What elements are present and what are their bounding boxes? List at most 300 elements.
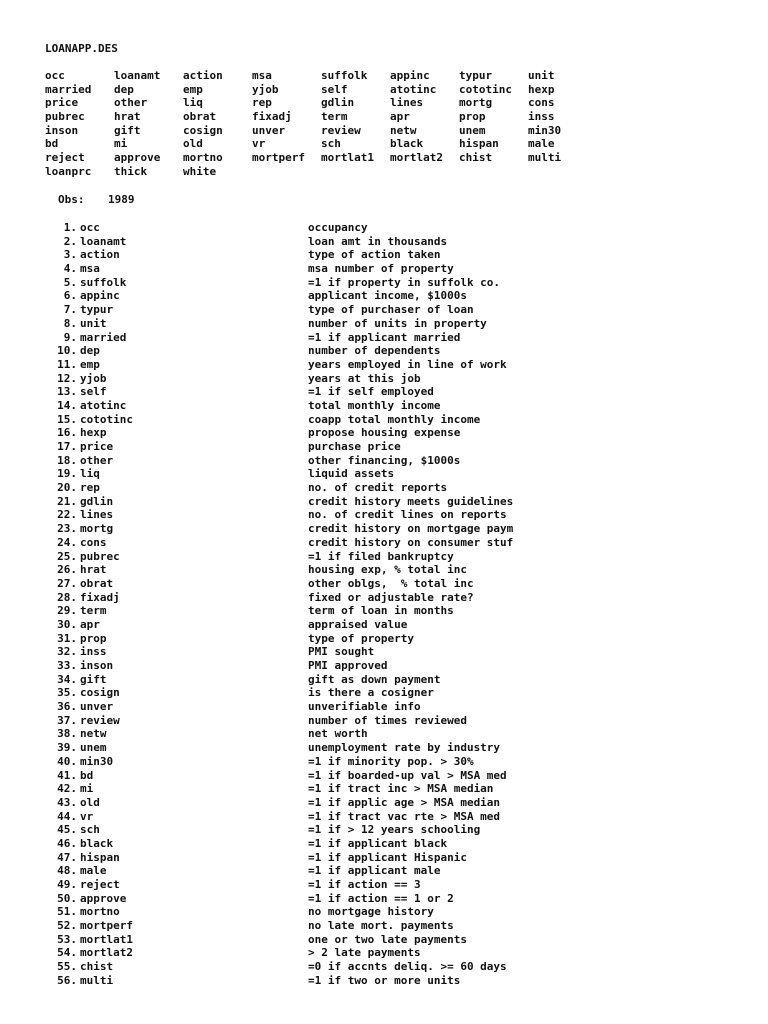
definition-variable: gdlin xyxy=(80,494,114,508)
variable-list-row xyxy=(45,69,597,83)
definition-row xyxy=(45,522,568,536)
definition-variable: liq xyxy=(80,467,100,481)
variable-name xyxy=(459,165,528,179)
variable-name: gdlin xyxy=(321,96,355,110)
definition-row xyxy=(45,481,568,495)
definition-number: 48. xyxy=(57,864,77,878)
definition-number: 33. xyxy=(57,659,77,672)
variable-name xyxy=(390,165,459,179)
definition-description: purchase price xyxy=(308,440,401,453)
definition-description: net worth xyxy=(308,727,368,741)
variable-list-row xyxy=(45,83,597,97)
variable-name: cons xyxy=(528,96,555,110)
variable-name: pubrec xyxy=(45,110,85,124)
definition-number: 25. xyxy=(57,549,77,563)
definition-row xyxy=(45,221,568,235)
variable-name: apr xyxy=(390,110,410,124)
definition-row xyxy=(45,933,568,947)
definition-number: 12. xyxy=(57,371,77,385)
variable-definitions xyxy=(45,221,568,988)
definition-row xyxy=(45,331,568,345)
definition-number: 6. xyxy=(63,289,77,303)
definition-number: 38. xyxy=(57,727,77,741)
definition-variable: multi xyxy=(80,973,114,987)
definition-row xyxy=(45,426,568,440)
definition-description: =1 if action == 1 or 2 xyxy=(308,891,454,905)
definition-number: 5. xyxy=(63,275,77,289)
definition-row xyxy=(45,372,568,386)
definition-row xyxy=(45,235,568,249)
definition-number: 39. xyxy=(57,741,77,755)
definition-variable: male xyxy=(80,864,107,878)
definition-variable: fixadj xyxy=(80,590,120,604)
definition-variable: hexp xyxy=(80,426,107,440)
variable-name: old xyxy=(183,137,203,151)
definition-description: total monthly income xyxy=(308,398,441,412)
definition-description: other oblgs, % total inc xyxy=(308,576,474,590)
definition-row xyxy=(45,632,568,646)
variable-name: chist xyxy=(459,151,493,165)
definition-number: 1. xyxy=(63,221,77,234)
definition-description: =1 if two or more units xyxy=(308,973,461,987)
definition-row xyxy=(45,796,568,810)
definition-variable: atotinc xyxy=(80,398,127,412)
variable-list-row xyxy=(45,124,597,138)
definition-number: 13. xyxy=(57,385,77,399)
definition-variable: obrat xyxy=(80,576,114,590)
definition-number: 4. xyxy=(63,262,77,276)
variable-name: action xyxy=(183,69,223,82)
variable-name: price xyxy=(45,96,79,110)
definition-row xyxy=(45,974,568,988)
variable-name: white xyxy=(183,164,217,178)
definition-row xyxy=(45,782,568,796)
definition-number: 28. xyxy=(57,590,77,604)
definition-description: fixed or adjustable rate? xyxy=(308,590,474,604)
definition-description: liquid assets xyxy=(308,467,395,481)
definition-number: 20. xyxy=(57,481,77,495)
variable-name: suffolk xyxy=(321,69,368,82)
variable-name: other xyxy=(114,96,148,110)
definition-number: 36. xyxy=(57,700,77,714)
document-title: LOANAPP.DES xyxy=(45,42,118,55)
definition-row xyxy=(45,837,568,851)
definition-number: 52. xyxy=(57,919,77,933)
definition-number: 42. xyxy=(57,782,77,796)
variable-name: dep xyxy=(114,82,134,96)
definition-description: no late mort. payments xyxy=(308,919,454,933)
variable-list-row xyxy=(45,165,597,179)
definition-variable: occ xyxy=(80,221,100,234)
definition-description: unemployment rate by industry xyxy=(308,741,501,755)
definition-description: =1 if applicant married xyxy=(308,330,461,344)
definition-variable: other xyxy=(80,453,114,467)
variable-name: appinc xyxy=(390,69,430,82)
definition-row xyxy=(45,591,568,605)
definition-variable: unem xyxy=(80,741,107,755)
definition-row xyxy=(45,536,568,550)
variable-name: fixadj xyxy=(252,110,292,124)
variable-name: term xyxy=(321,110,348,124)
variable-name: hrat xyxy=(114,110,141,124)
variable-name: unit xyxy=(528,69,555,82)
variable-name: unver xyxy=(252,123,286,137)
definition-description: gift as down payment xyxy=(308,672,441,686)
definition-description: occupancy xyxy=(308,221,368,234)
definition-description: =1 if > 12 years schooling xyxy=(308,823,481,837)
definition-description: > 2 late payments xyxy=(308,946,421,960)
definition-description: no. of credit reports xyxy=(308,481,448,495)
definition-number: 56. xyxy=(57,973,77,987)
definition-variable: inson xyxy=(80,659,114,672)
definition-number: 24. xyxy=(57,535,77,549)
definition-row xyxy=(45,673,568,687)
variable-name: netw xyxy=(390,123,417,137)
definition-row xyxy=(45,686,568,700)
definition-number: 53. xyxy=(57,932,77,946)
definition-description: coapp total monthly income xyxy=(308,412,481,426)
definition-variable: gift xyxy=(80,672,107,686)
definition-number: 31. xyxy=(57,631,77,645)
definition-row xyxy=(45,385,568,399)
variable-name: msa xyxy=(252,69,272,82)
definition-description: credit history meets guidelines xyxy=(308,494,514,508)
definition-row xyxy=(45,399,568,413)
definition-row xyxy=(45,960,568,974)
variable-list-row xyxy=(45,96,597,110)
definition-description: type of property xyxy=(308,631,414,645)
definition-number: 26. xyxy=(57,563,77,577)
variable-name: gift xyxy=(114,123,141,137)
definition-description: is there a cosigner xyxy=(308,686,434,700)
definition-description: msa number of property xyxy=(308,262,454,276)
definition-row xyxy=(45,604,568,618)
definition-variable: mortlat2 xyxy=(80,946,133,960)
variable-name: approve xyxy=(114,151,161,165)
definition-variable: self xyxy=(80,385,107,399)
definition-row xyxy=(45,864,568,878)
variable-name: unem xyxy=(459,123,486,137)
definition-row xyxy=(45,755,568,769)
definition-description: =1 if tract inc > MSA median xyxy=(308,782,494,796)
definition-row xyxy=(45,810,568,824)
variable-name: inss xyxy=(528,110,555,124)
definition-number: 44. xyxy=(57,809,77,823)
definition-row xyxy=(45,276,568,290)
definition-number: 40. xyxy=(57,754,77,768)
variable-name: sch xyxy=(321,137,341,151)
variable-name: mortlat2 xyxy=(390,151,443,165)
variable-name: atotinc xyxy=(390,82,437,96)
definition-description: years at this job xyxy=(308,371,421,385)
definition-variable: cosign xyxy=(80,686,120,700)
definition-variable: dep xyxy=(80,344,100,358)
definition-variable: action xyxy=(80,248,120,262)
definition-variable: min30 xyxy=(80,754,114,768)
definition-number: 14. xyxy=(57,398,77,412)
definition-variable: rep xyxy=(80,481,100,495)
definition-variable: apr xyxy=(80,617,100,631)
definition-variable: cototinc xyxy=(80,412,133,426)
definition-row xyxy=(45,563,568,577)
variable-name: black xyxy=(390,137,424,151)
definition-variable: appinc xyxy=(80,289,120,303)
variable-name: prop xyxy=(459,110,486,124)
definition-variable: approve xyxy=(80,891,127,905)
definition-row xyxy=(45,919,568,933)
definition-variable: hrat xyxy=(80,563,107,577)
definition-row xyxy=(45,645,568,659)
definition-description: =0 if accnts deliq. >= 60 days xyxy=(308,960,507,974)
definition-description: =1 if applicant male xyxy=(308,864,441,878)
definition-number: 35. xyxy=(57,686,77,700)
definition-variable: prop xyxy=(80,631,107,645)
definition-description: credit history on consumer stuf xyxy=(308,535,514,549)
variable-name: married xyxy=(45,82,92,96)
definition-row xyxy=(45,289,568,303)
definition-row xyxy=(45,317,568,331)
variable-name: review xyxy=(321,123,361,137)
variable-list xyxy=(45,69,597,179)
definition-description: no mortgage history xyxy=(308,905,434,919)
definition-variable: emp xyxy=(80,357,100,371)
definition-description: credit history on mortgage paym xyxy=(308,522,514,536)
variable-name: loanamt xyxy=(114,69,161,82)
definition-description: =1 if self employed xyxy=(308,385,434,399)
definition-description: =1 if minority pop. > 30% xyxy=(308,754,474,768)
definition-variable: mortno xyxy=(80,905,120,919)
definition-variable: unver xyxy=(80,700,114,714)
definition-description: =1 if action == 3 xyxy=(308,878,421,891)
variable-name: self xyxy=(321,82,348,96)
definition-number: 11. xyxy=(57,357,77,371)
definition-number: 51. xyxy=(57,905,77,919)
variable-name: occ xyxy=(45,69,65,82)
variable-name xyxy=(528,165,597,179)
definition-description: =1 if tract vac rte > MSA med xyxy=(308,809,501,823)
definition-variable: price xyxy=(80,440,114,453)
definition-variable: netw xyxy=(80,727,107,741)
variable-name: cototinc xyxy=(459,82,512,96)
definition-number: 32. xyxy=(57,645,77,659)
definition-variable: loanamt xyxy=(80,234,127,248)
definition-description: PMI sought xyxy=(308,645,375,659)
definition-row xyxy=(45,892,568,906)
definition-description: applicant income, $1000s xyxy=(308,289,467,303)
definition-description: =1 if applicant Hispanic xyxy=(308,850,467,864)
definition-description: appraised value xyxy=(308,617,408,631)
definition-row xyxy=(45,508,568,522)
definition-description: one or two late payments xyxy=(308,932,467,946)
definition-variable: old xyxy=(80,795,100,809)
definition-description: number of dependents xyxy=(308,344,441,358)
variable-name: min30 xyxy=(528,123,562,137)
definition-number: 15. xyxy=(57,412,77,426)
definition-row xyxy=(45,262,568,276)
definition-description: unverifiable info xyxy=(308,700,421,714)
definition-variable: suffolk xyxy=(80,275,127,289)
variable-name: yjob xyxy=(252,82,279,96)
definition-row xyxy=(45,454,568,468)
definition-row xyxy=(45,577,568,591)
definition-description: type of purchaser of loan xyxy=(308,303,474,317)
definition-number: 10. xyxy=(57,344,77,358)
variable-list-row xyxy=(45,151,597,165)
definition-number: 54. xyxy=(57,946,77,960)
definition-number: 37. xyxy=(57,713,77,727)
definition-row xyxy=(45,413,568,427)
definition-variable: yjob xyxy=(80,371,107,385)
definition-variable: mortg xyxy=(80,522,114,536)
definition-description: number of times reviewed xyxy=(308,713,467,727)
variable-name: thick xyxy=(114,164,148,178)
variable-name: hispan xyxy=(459,137,499,151)
variable-name: male xyxy=(528,137,555,151)
definition-variable: mi xyxy=(80,782,94,796)
definition-row xyxy=(45,659,568,673)
variable-name: cosign xyxy=(183,123,223,137)
definition-number: 8. xyxy=(63,316,77,330)
definition-description: other financing, $1000s xyxy=(308,453,461,467)
observations-value: 1989 xyxy=(108,193,135,206)
variable-name: bd xyxy=(45,137,59,151)
definition-variable: mortperf xyxy=(80,919,133,933)
definition-number: 29. xyxy=(57,604,77,618)
definition-variable: unit xyxy=(80,316,107,330)
definition-number: 9. xyxy=(63,330,77,344)
definition-row xyxy=(45,303,568,317)
variable-name xyxy=(252,165,321,179)
definition-row xyxy=(45,618,568,632)
observations-label: Obs: xyxy=(58,193,85,206)
observations-count xyxy=(58,193,135,207)
definition-description: PMI approved xyxy=(308,659,388,672)
variable-name: typur xyxy=(459,69,493,82)
definition-variable: lines xyxy=(80,508,114,522)
definition-row xyxy=(45,358,568,372)
variable-name: mi xyxy=(114,137,128,151)
definition-row xyxy=(45,851,568,865)
definition-row xyxy=(45,467,568,481)
variable-name: rep xyxy=(252,96,272,110)
definition-row xyxy=(45,946,568,960)
definition-number: 17. xyxy=(57,440,77,453)
definition-variable: chist xyxy=(80,960,114,974)
definition-number: 21. xyxy=(57,494,77,508)
definition-row xyxy=(45,769,568,783)
definition-number: 27. xyxy=(57,576,77,590)
definition-number: 55. xyxy=(57,960,77,974)
definition-variable: term xyxy=(80,604,107,618)
variable-list-row xyxy=(45,137,597,151)
variable-name: reject xyxy=(45,151,85,165)
definition-number: 3. xyxy=(63,248,77,262)
definition-description: type of action taken xyxy=(308,248,441,262)
variable-name: multi xyxy=(528,151,562,165)
variable-name: mortg xyxy=(459,96,493,110)
definition-number: 47. xyxy=(57,850,77,864)
variable-name xyxy=(321,165,390,179)
variable-list-row xyxy=(45,110,597,124)
variable-name: liq xyxy=(183,96,203,110)
definition-variable: reject xyxy=(80,878,120,891)
definition-variable: pubrec xyxy=(80,549,120,563)
definition-description: =1 if property in suffolk co. xyxy=(308,275,501,289)
definition-number: 2. xyxy=(63,234,77,248)
definition-variable: vr xyxy=(80,809,94,823)
definition-description: number of units in property xyxy=(308,316,487,330)
definition-row xyxy=(45,550,568,564)
definition-variable: msa xyxy=(80,262,100,276)
definition-variable: review xyxy=(80,713,120,727)
definition-number: 7. xyxy=(63,303,77,317)
definition-number: 43. xyxy=(57,795,77,809)
variable-name: mortno xyxy=(183,151,223,165)
variable-name: emp xyxy=(183,82,203,96)
definition-number: 22. xyxy=(57,508,77,522)
definition-variable: bd xyxy=(80,768,94,782)
definition-variable: typur xyxy=(80,303,114,317)
variable-name: hexp xyxy=(528,82,555,96)
definition-number: 23. xyxy=(57,522,77,536)
definition-number: 19. xyxy=(57,467,77,481)
definition-variable: black xyxy=(80,836,114,850)
definition-number: 30. xyxy=(57,617,77,631)
definition-description: =1 if filed bankruptcy xyxy=(308,549,454,563)
definition-description: =1 if applic age > MSA median xyxy=(308,795,501,809)
definition-variable: sch xyxy=(80,823,100,837)
definition-row xyxy=(45,248,568,262)
definition-number: 49. xyxy=(57,878,77,891)
definition-number: 50. xyxy=(57,891,77,905)
variable-name: loanprc xyxy=(45,164,92,178)
variable-name: lines xyxy=(390,96,424,110)
definition-variable: hispan xyxy=(80,850,120,864)
definition-row xyxy=(45,700,568,714)
definition-number: 34. xyxy=(57,672,77,686)
variable-name: mortlat1 xyxy=(321,151,374,165)
variable-name: mortperf xyxy=(252,151,305,165)
definition-row xyxy=(45,440,568,454)
definition-number: 41. xyxy=(57,768,77,782)
definition-description: housing exp, % total inc xyxy=(308,563,467,577)
definition-row xyxy=(45,823,568,837)
definition-description: years employed in line of work xyxy=(308,357,507,371)
definition-number: 45. xyxy=(57,823,77,837)
definition-variable: inss xyxy=(80,645,107,659)
definition-variable: cons xyxy=(80,535,107,549)
definition-description: term of loan in months xyxy=(308,604,454,618)
definition-row xyxy=(45,878,568,892)
definition-row xyxy=(45,905,568,919)
variable-name: vr xyxy=(252,137,266,151)
definition-row xyxy=(45,344,568,358)
definition-number: 16. xyxy=(57,426,77,440)
definition-number: 46. xyxy=(57,836,77,850)
variable-name: inson xyxy=(45,123,79,137)
definition-description: =1 if boarded-up val > MSA med xyxy=(308,768,507,782)
definition-description: propose housing expense xyxy=(308,426,461,440)
definition-variable: mortlat1 xyxy=(80,932,133,946)
definition-row xyxy=(45,741,568,755)
definition-description: =1 if applicant black xyxy=(308,836,448,850)
definition-row xyxy=(45,727,568,741)
definition-description: no. of credit lines on reports xyxy=(308,508,507,522)
variable-name: obrat xyxy=(183,110,217,124)
definition-row xyxy=(45,495,568,509)
definition-description: loan amt in thousands xyxy=(308,234,448,248)
definition-row xyxy=(45,714,568,728)
